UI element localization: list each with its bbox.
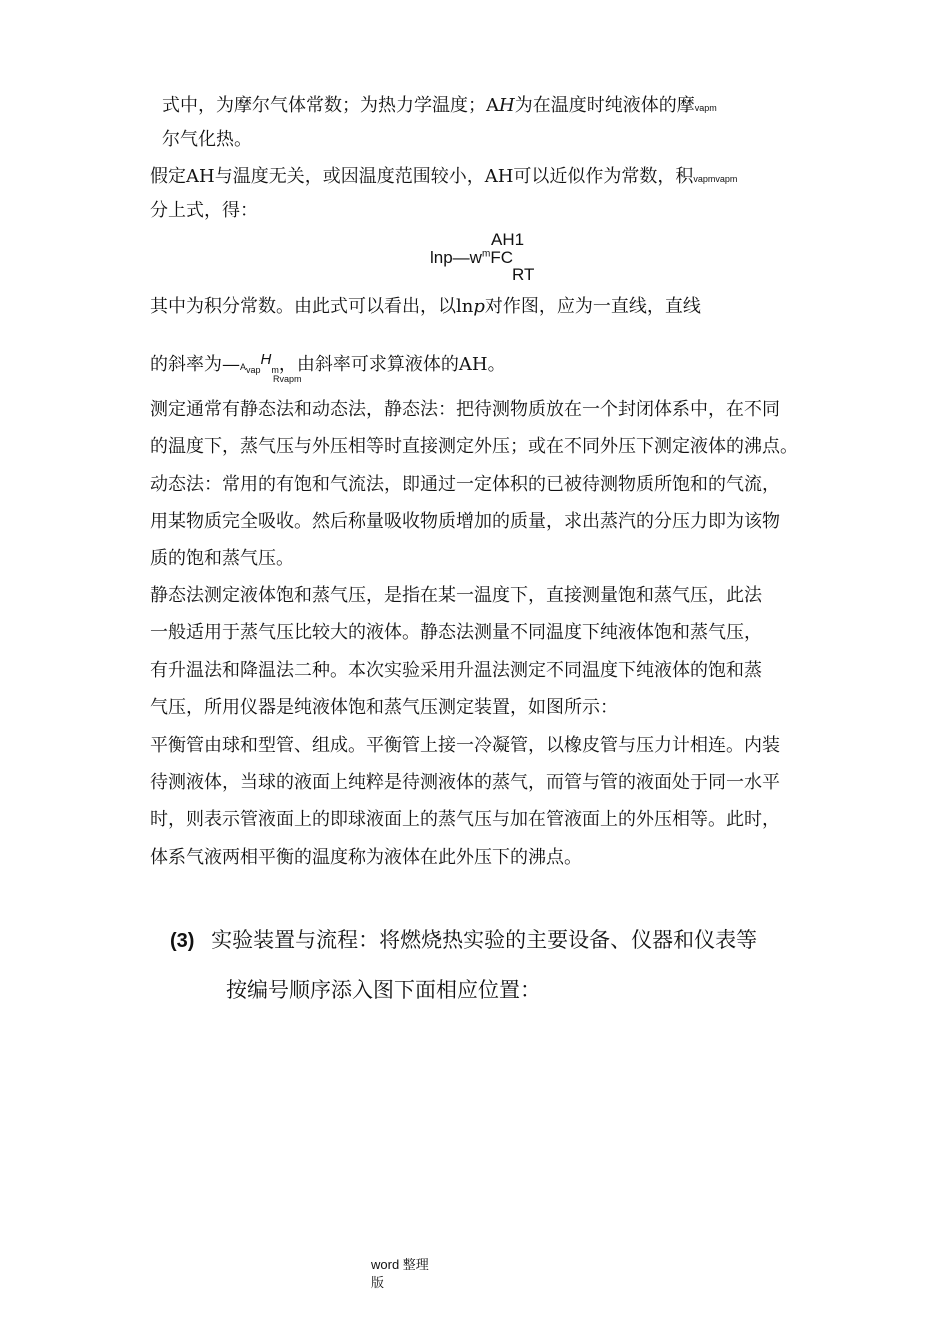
- slope-line: [150, 348, 506, 382]
- section-number: (3): [170, 930, 195, 952]
- italic-symbol: H: [499, 95, 515, 116]
- footer-note: [371, 1256, 429, 1292]
- text-line: 静态法测定液体饱和蒸气压，是指在某一温度下，直接测量饱和蒸气压，此法: [150, 585, 762, 606]
- text: ，由斜率可求算液体的AH。: [278, 354, 506, 375]
- superscript: m: [481, 248, 491, 260]
- text: 其中为积分常数。由此式可以看出，以ln: [150, 296, 474, 317]
- equation-text: FC: [490, 248, 513, 267]
- equation-main: [430, 248, 513, 268]
- text-line: 体系气液两相平衡的温度称为液体在此外压下的沸点。: [150, 847, 582, 868]
- text: 对作图，应为一直线，直线: [484, 296, 701, 317]
- section-text: 实验装置与流程：将燃烧热实验的主要设备、仪器和仪表等: [211, 928, 758, 952]
- text-line: [150, 295, 701, 319]
- text-line: 的温度下，蒸气压与外压相等时直接测定外压；或在不同外压下测定液体的沸点。: [150, 436, 798, 457]
- section-heading: [170, 924, 757, 954]
- text-line: 动态法：常用的有饱和气流法，即通过一定体积的已被待测物质所饱和的气流，: [150, 474, 780, 495]
- equation-bottom: RT: [512, 265, 535, 284]
- text-line: 有升温法和降温法二种。本次实验采用升温法测定不同温度下纯液体的饱和蒸: [150, 660, 762, 681]
- text-line: 质的饱和蒸气压。: [150, 548, 294, 569]
- text-line: 尔气化热。: [162, 129, 252, 150]
- footer-line: 版: [371, 1275, 385, 1290]
- subscript: vap: [246, 365, 261, 375]
- text-line: 分上式，得：: [150, 200, 258, 221]
- section-heading-continued: 按编号顺序添入图下面相应位置：: [226, 978, 541, 1002]
- text: 假定AH与温度无关，或因温度范围较小，AH可以近似作为常数，积: [150, 166, 694, 187]
- subscript: vapm: [694, 103, 717, 113]
- subscript-under: Rvapm: [273, 374, 302, 384]
- footer-line: word 整理: [371, 1257, 429, 1272]
- italic-symbol: p: [473, 296, 485, 317]
- text: 式中，为摩尔气体常数；为热力学温度；A: [162, 95, 499, 116]
- text-line: 气压，所用仪器是纯液体饱和蒸气压测定装置，如图所示：: [150, 697, 618, 718]
- text: 的斜率为—: [150, 354, 240, 375]
- text-line: 测定通常有静态法和动态法，静态法：把待测物质放在一个封闭体系中，在不同: [150, 399, 780, 420]
- text-line: 平衡管由球和型管、组成。平衡管上接一冷凝管，以橡皮管与压力计相连。内装: [150, 735, 780, 756]
- text-line: 待测液体，当球的液面上纯粹是待测液体的蒸气，而管与管的液面处于同一水平: [150, 772, 780, 793]
- text-line: [150, 165, 737, 191]
- italic-symbol: H: [260, 351, 272, 368]
- text: 为在温度时纯液体的摩: [514, 95, 695, 116]
- text-line: 一般适用于蒸气压比较大的液体。静态法测量不同温度下纯液体饱和蒸气压，: [150, 622, 762, 643]
- subscript: m: [271, 365, 279, 375]
- text-line: [162, 94, 717, 120]
- text-line: 用某物质完全吸收。然后称量吸收物质增加的质量，求出蒸汽的分压力即为该物: [150, 511, 780, 532]
- equation-text: lnp—w: [430, 248, 482, 267]
- subscript: A: [240, 362, 247, 372]
- equation-top: AH1: [491, 230, 525, 249]
- subscript: vapmvapm: [693, 174, 738, 184]
- text-line: 时，则表示管液面上的即球液面上的蒸气压与加在管液面上的外压相等。此时，: [150, 809, 780, 830]
